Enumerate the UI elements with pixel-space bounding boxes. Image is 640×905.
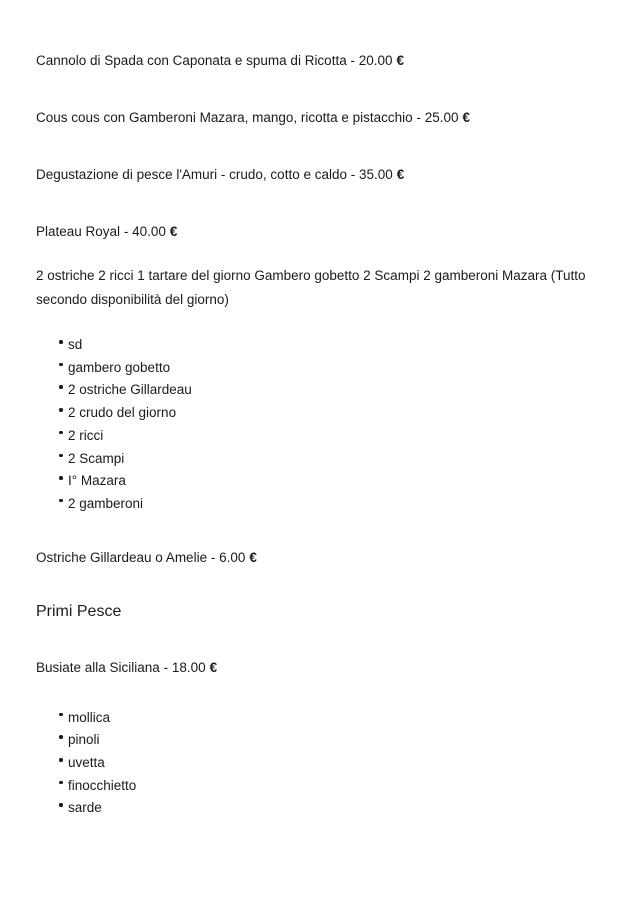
menu-item-name: Cous cous con Gamberoni Mazara, mango, ricotta e pistacchio: [36, 110, 413, 125]
list-item: 2 ricci: [36, 425, 594, 448]
menu-item-separator: -: [159, 659, 172, 675]
menu-item-separator: -: [347, 167, 359, 182]
euro-currency-symbol: €: [462, 110, 470, 125]
section-heading: Primi Pesce: [36, 602, 122, 620]
list-item: 2 gamberoni: [36, 493, 594, 516]
list-item: I° Mazara: [36, 470, 594, 493]
list-item: gambero gobetto: [36, 357, 594, 380]
menu-item: [36, 660, 594, 676]
menu-item-price: 18.00: [171, 659, 206, 675]
menu-item-name: Ostriche Gillardeau o Amelie: [36, 549, 208, 565]
menu-item: [36, 550, 594, 566]
ingredient-list: [36, 334, 594, 516]
list-item: pinoli: [36, 729, 594, 752]
ingredient-list: [36, 707, 594, 821]
euro-currency-symbol: €: [209, 659, 218, 675]
menu-item-name: Cannolo di Spada con Caponata e spuma di Ricotta: [36, 53, 347, 68]
menu-item-separator: -: [120, 224, 133, 239]
menu-item-price: 35.00: [359, 167, 393, 182]
euro-currency-symbol: €: [396, 53, 405, 68]
menu-item-name: Degustazione di pesce l'Amuri - crudo, cotto e caldo: [36, 167, 347, 182]
menu-item-separator: -: [207, 549, 220, 565]
list-item: 2 crudo del giorno: [36, 402, 594, 425]
menu-item-price: 20.00: [358, 53, 393, 68]
menu-item: [36, 167, 594, 183]
menu-item-name: Busiate alla Siciliana: [36, 659, 160, 675]
list-item: 2 Scampi: [36, 448, 594, 471]
list-item: sd: [36, 334, 594, 357]
menu-item-description: 2 ostriche 2 ricci 1 tartare del giorno Gambero gobetto 2 Scampi 2 gamberoni Mazara (Tutto secondo disponibilità del giorno): [36, 268, 586, 307]
menu-item: [36, 224, 594, 240]
menu-item-price: 40.00: [132, 224, 166, 239]
menu-item-separator: -: [412, 110, 425, 125]
euro-currency-symbol: €: [249, 549, 257, 565]
list-item: finocchietto: [36, 775, 594, 798]
menu-item-price: 6.00: [219, 549, 246, 565]
menu-item: [36, 110, 594, 126]
list-item: sarde: [36, 797, 594, 820]
menu-document: [36, 53, 594, 820]
menu-item-name: Plateau Royal: [36, 224, 121, 239]
menu-item-separator: -: [346, 53, 359, 68]
list-item: uvetta: [36, 752, 594, 775]
list-item: 2 ostriche Gillardeau: [36, 379, 594, 402]
euro-currency-symbol: €: [169, 224, 178, 239]
euro-currency-symbol: €: [396, 167, 405, 182]
list-item: mollica: [36, 707, 594, 730]
menu-item-price: 25.00: [424, 110, 459, 125]
menu-item: [36, 53, 594, 69]
